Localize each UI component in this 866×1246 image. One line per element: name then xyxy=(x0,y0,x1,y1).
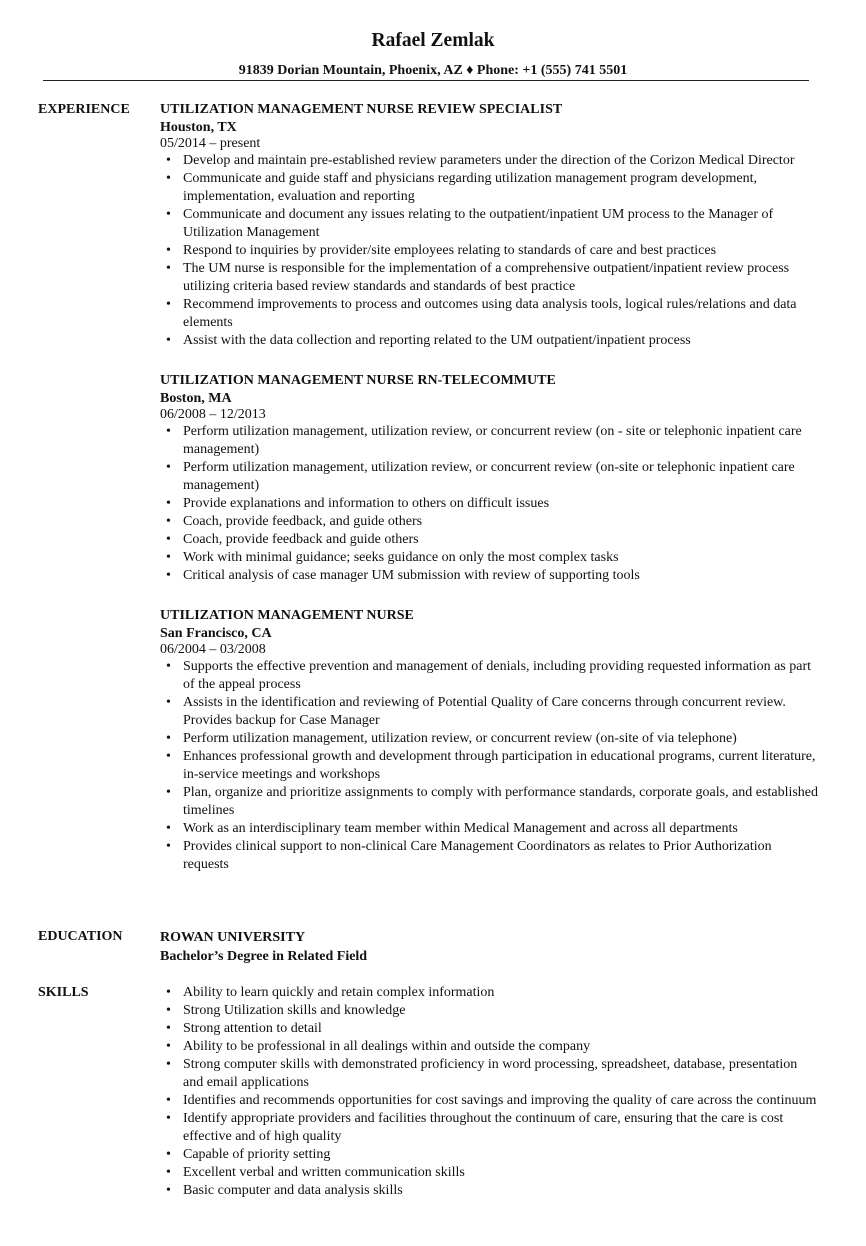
job-title: UTILIZATION MANAGEMENT NURSE REVIEW SPECIALIST xyxy=(160,102,563,117)
list-item: • Work with minimal guidance; seeks guidance on only the most complex tasks xyxy=(160,549,820,567)
list-item: • Strong computer skills with demonstrated proficiency in word processing, spreadsheet, database, presentation and email applications xyxy=(160,1056,820,1092)
job-location: Houston, TX xyxy=(160,120,237,135)
list-item: • Supports the effective prevention and management of denials, including providing requested information as part of the appeal process xyxy=(160,658,820,694)
list-item: • Perform utilization management, utilization review, or concurrent review (on-site of via telephone) xyxy=(160,730,820,748)
job-bullets xyxy=(160,423,820,585)
list-item: • Basic computer and data analysis skills xyxy=(160,1182,820,1200)
section-label-experience: EXPERIENCE xyxy=(38,102,130,117)
list-item: • Coach, provide feedback and guide others xyxy=(160,531,820,549)
job-entry xyxy=(160,101,820,350)
list-item: • The UM nurse is responsible for the implementation of a comprehensive outpatient/inpatient review process utilizing criteria based review standards and standards of best practice xyxy=(160,260,820,296)
job-dates: 05/2014 – present xyxy=(160,136,261,151)
job-location: San Francisco, CA xyxy=(160,626,272,641)
education-body xyxy=(160,928,820,966)
list-item: • Ability to be professional in all dealings within and outside the company xyxy=(160,1038,820,1056)
experience-list xyxy=(160,101,820,896)
list-item: • Perform utilization management, utilization review, or concurrent review (on - site or telephonic inpatient care management) xyxy=(160,423,820,459)
list-item: • Recommend improvements to process and outcomes using data analysis tools, logical rules/relations and data elements xyxy=(160,296,820,332)
job-bullets xyxy=(160,658,820,874)
job-dates: 06/2008 – 12/2013 xyxy=(160,407,266,422)
job-dates: 06/2004 – 03/2008 xyxy=(160,642,266,657)
job-entry xyxy=(160,607,820,874)
header-divider xyxy=(43,80,809,81)
school-name: ROWAN UNIVERSITY xyxy=(160,930,306,945)
list-item: • Work as an interdisciplinary team member within Medical Management and across all departments xyxy=(160,820,820,838)
job-entry xyxy=(160,372,820,585)
list-item: • Provides clinical support to non-clinical Care Management Coordinators as relates to Prior Authorization requests xyxy=(160,838,820,874)
candidate-name: Rafael Zemlak xyxy=(371,30,495,51)
list-item: • Enhances professional growth and development through participation in educational programs, current literature, in-service meetings and workshops xyxy=(160,748,820,784)
job-title: UTILIZATION MANAGEMENT NURSE xyxy=(160,608,414,623)
list-item: • Critical analysis of case manager UM submission with review of supporting tools xyxy=(160,567,820,585)
list-item: • Coach, provide feedback, and guide others xyxy=(160,513,820,531)
list-item: • Excellent verbal and written communication skills xyxy=(160,1164,820,1182)
list-item: • Ability to learn quickly and retain complex information xyxy=(160,984,820,1002)
job-title: UTILIZATION MANAGEMENT NURSE RN-TELECOMMUTE xyxy=(160,373,556,388)
list-item: • Provide explanations and information to others on difficult issues xyxy=(160,495,820,513)
job-bullets xyxy=(160,152,820,350)
list-item: • Assist with the data collection and reporting related to the UM outpatient/inpatient process xyxy=(160,332,820,350)
list-item: • Identifies and recommends opportunities for cost savings and improving the quality of care across the continuum xyxy=(160,1092,820,1110)
degree: Bachelor’s Degree in Related Field xyxy=(160,949,368,964)
list-item: • Identify appropriate providers and facilities throughout the continuum of care, ensuring that the care is cost effective and of high quality xyxy=(160,1110,820,1146)
list-item: • Strong attention to detail xyxy=(160,1020,820,1038)
list-item: • Perform utilization management, utilization review, or concurrent review (on-site or telephonic inpatient care management) xyxy=(160,459,820,495)
list-item: • Plan, organize and prioritize assignments to comply with performance standards, corporate goals, and established timelines xyxy=(160,784,820,820)
contact-line: 91839 Dorian Mountain, Phoenix, AZ ♦ Phone: +1 (555) 741 5501 xyxy=(238,63,628,78)
job-location: Boston, MA xyxy=(160,391,232,406)
section-label-skills: SKILLS xyxy=(38,985,89,1000)
list-item: • Develop and maintain pre-established review parameters under the direction of the Corizon Medical Director xyxy=(160,152,820,170)
skills-list xyxy=(160,984,820,1200)
list-item: • Assists in the identification and reviewing of Potential Quality of Care concerns through concurrent review. Provides backup for Case Manager xyxy=(160,694,820,730)
skills-body xyxy=(160,984,820,1200)
list-item: • Capable of priority setting xyxy=(160,1146,820,1164)
list-item: • Communicate and document any issues relating to the outpatient/inpatient UM process to the Manager of Utilization Management xyxy=(160,206,820,242)
list-item: • Respond to inquiries by provider/site employees relating to standards of care and best practices xyxy=(160,242,820,260)
section-label-education: EDUCATION xyxy=(38,929,123,944)
list-item: • Communicate and guide staff and physicians regarding utilization management program development, implementation, evaluation and reporting xyxy=(160,170,820,206)
list-item: • Strong Utilization skills and knowledge xyxy=(160,1002,820,1020)
